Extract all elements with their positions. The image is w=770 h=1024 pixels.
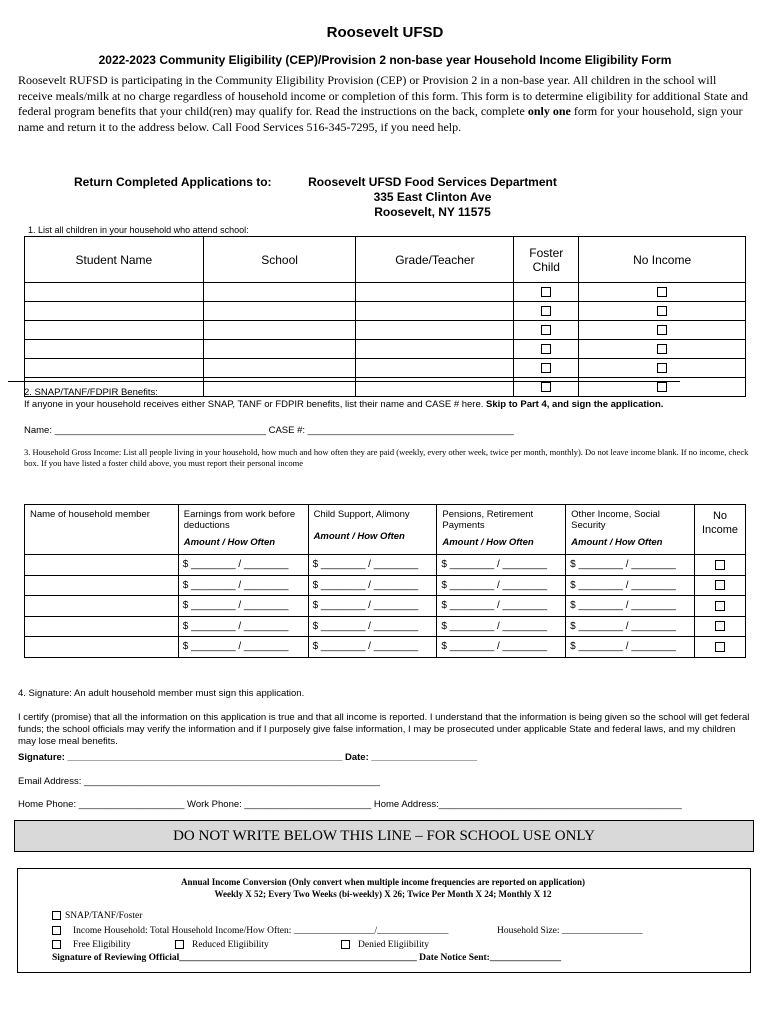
- foster-child-checkbox[interactable]: [541, 306, 551, 316]
- other-income-cell[interactable]: $ ________ / ________: [566, 575, 695, 596]
- signature-date-line[interactable]: Signature: ____________________________________________________ Date: ____________________: [18, 752, 478, 763]
- amount-how-often-label: Amount / How Often: [313, 531, 405, 542]
- child-support-label: Child Support, Alimony: [313, 509, 410, 520]
- child-support-cell[interactable]: $ ________ / ________: [308, 575, 437, 596]
- child-row: [25, 321, 746, 340]
- return-label: Return Completed Applications to:: [74, 175, 272, 189]
- no-income-checkbox[interactable]: [715, 642, 725, 652]
- income-conversion-note: [17, 877, 749, 900]
- member-name-cell[interactable]: [25, 575, 179, 596]
- intro-text-2: form for your household, sign your name and return it to the address below. Call Food Services 516-345-7295, if you need help.: [18, 104, 743, 134]
- foster-child-cell: [514, 340, 579, 359]
- phone-address-line[interactable]: Home Phone: ____________________ Work Phone: ________________________ Home Address:______________________________________________: [18, 799, 682, 810]
- conversion-factors: Weekly X 52; Every Two Weeks (bi-weekly) X 26; Twice Per Month X 24; Monthly X 12: [214, 888, 552, 899]
- child-row: [25, 283, 746, 302]
- other-income-cell[interactable]: $ ________ / ________: [566, 637, 695, 658]
- col-school: School: [203, 237, 356, 283]
- student-name-cell[interactable]: [25, 302, 204, 321]
- snap-name-case-line[interactable]: Name: ________________________________________ CASE #: _______________________________________: [24, 425, 514, 436]
- section-3-instructions: 3. Household Gross Income: List all people living in your household, how much and how often they are paid (weekly, every other week, twice per month, monthly). Do not leave income blank. If no income, check box. If you have listed a foster child above, you must report their personal income: [24, 447, 749, 468]
- col-child-support: [308, 505, 437, 555]
- intro-text-1: Roosevelt RUFSD is participating in the Community Eligibility Provision (CEP) or Provision 2 in a non-base year. All children in the school will receive meals/milk at no charge regardless of household income or completion of this form. This form is to determine eligibility for additional State and federal program benefits that your child(ren) may qualify for. Read the instructions on the back, complete: [18, 73, 749, 118]
- no-income-checkbox[interactable]: [657, 287, 667, 297]
- income-table: [24, 504, 746, 658]
- free-eligibility-label: Free Eligibility: [73, 940, 131, 950]
- no-income-cell: [694, 596, 745, 617]
- free-eligibility-option: [52, 940, 131, 950]
- pensions-cell[interactable]: $ ________ / ________: [437, 575, 566, 596]
- income-household-label[interactable]: Income Household: Total Household Income/How Often: _________________/_______________: [73, 926, 449, 936]
- member-name-cell[interactable]: [25, 555, 179, 576]
- address-line-3: Roosevelt, NY 11575: [374, 205, 491, 219]
- snap-tanf-foster-checkbox[interactable]: [52, 911, 61, 920]
- amount-how-often-label: Amount / How Often: [442, 537, 534, 548]
- school-cell[interactable]: [203, 340, 356, 359]
- section-4-heading: 4. Signature: An adult household member must sign this application.: [18, 688, 305, 699]
- form-title: Roosevelt UFSD: [326, 24, 444, 41]
- no-income-cell: [694, 616, 745, 637]
- form-subtitle: 2022-2023 Community Eligibility (CEP)/Provision 2 non-base year Household Income Eligibility Form: [98, 53, 672, 67]
- amount-how-often-label: Amount / How Often: [571, 537, 663, 548]
- reduced-eligibility-label: Reduced Eligiibility: [192, 940, 269, 950]
- intro-paragraph: [18, 73, 753, 135]
- income-row: [25, 575, 746, 596]
- email-line[interactable]: Email Address: ________________________________________________________: [18, 776, 380, 787]
- income-row: [25, 616, 746, 637]
- child-support-cell[interactable]: $ ________ / ________: [308, 616, 437, 637]
- child-row: [25, 359, 746, 378]
- income-table-header: [25, 505, 746, 555]
- earnings-cell[interactable]: $ ________ / ________: [178, 575, 308, 596]
- reduced-eligibility-checkbox[interactable]: [175, 940, 184, 949]
- foster-child-cell: [514, 302, 579, 321]
- no-income-checkbox[interactable]: [715, 580, 725, 590]
- member-name-cell[interactable]: [25, 637, 179, 658]
- earnings-cell[interactable]: $ ________ / ________: [178, 555, 308, 576]
- foster-child-checkbox[interactable]: [541, 287, 551, 297]
- income-household-option: [52, 926, 448, 936]
- foster-child-cell: [514, 283, 579, 302]
- child-row: [25, 340, 746, 359]
- section-2-heading: 2. SNAP/TANF/FDPIR Benefits:: [24, 387, 158, 398]
- income-household-checkbox[interactable]: [52, 926, 61, 935]
- earnings-label: Earnings from work before deductions: [183, 509, 296, 531]
- school-cell[interactable]: [203, 283, 356, 302]
- student-name-cell[interactable]: [25, 340, 204, 359]
- section-2-text: [24, 399, 663, 411]
- no-income-cell: [579, 321, 746, 340]
- section-2: [24, 387, 663, 411]
- foster-child-cell: [514, 359, 579, 378]
- other-income-cell[interactable]: $ ________ / ________: [566, 616, 695, 637]
- no-income-cell: [579, 283, 746, 302]
- certification-text: I certify (promise) that all the information on this application is true and that all income is reported. I understand that the information is being given so the school will get federal funds; the school officials may verify the information and if I purposely give false information, I may be prosecuted under applicable State and federal laws, and my children may lose meal benefits.: [18, 712, 750, 747]
- grade-teacher-cell[interactable]: [356, 321, 514, 340]
- student-name-cell[interactable]: [25, 359, 204, 378]
- no-income-checkbox[interactable]: [657, 325, 667, 335]
- intro-emphasis: only one: [527, 104, 571, 118]
- no-income-cell: [694, 555, 745, 576]
- snap-tanf-foster-option: [52, 911, 142, 921]
- reduced-eligibility-option: [175, 940, 269, 950]
- foster-child-checkbox[interactable]: [541, 363, 551, 373]
- denied-eligibility-option: [341, 940, 429, 950]
- no-income-cell: [579, 302, 746, 321]
- free-eligibility-checkbox[interactable]: [52, 940, 61, 949]
- section-divider: [8, 381, 680, 382]
- denied-eligibility-checkbox[interactable]: [341, 940, 350, 949]
- no-income-cell: [694, 637, 745, 658]
- child-support-cell[interactable]: $ ________ / ________: [308, 555, 437, 576]
- no-income-checkbox[interactable]: [657, 306, 667, 316]
- child-support-cell[interactable]: $ ________ / ________: [308, 637, 437, 658]
- conversion-heading: Annual Income Conversion (Only convert when multiple income frequencies are reported on application): [181, 877, 585, 887]
- children-table-header: [25, 237, 746, 283]
- children-table: [24, 236, 746, 397]
- foster-child-checkbox[interactable]: [541, 325, 551, 335]
- col-household-member: Name of household member: [25, 505, 179, 555]
- section-2-skip-note: Skip to Part 4, and sign the application.: [486, 399, 664, 410]
- earnings-cell[interactable]: $ ________ / ________: [178, 596, 308, 617]
- section-1-label: 1. List all children in your household who attend school:: [28, 225, 249, 235]
- col-other-income: [566, 505, 695, 555]
- no-income-cell: [579, 359, 746, 378]
- student-name-cell[interactable]: [25, 321, 204, 340]
- other-income-label: Other Income, Social Security: [571, 509, 660, 531]
- grade-teacher-cell[interactable]: [356, 340, 514, 359]
- child-support-cell[interactable]: $ ________ / ________: [308, 596, 437, 617]
- earnings-cell[interactable]: $ ________ / ________: [178, 616, 308, 637]
- member-name-cell[interactable]: [25, 596, 179, 617]
- no-income-checkbox[interactable]: [715, 560, 725, 570]
- col-no-income: No Income: [694, 505, 745, 555]
- address-line-2: 335 East Clinton Ave: [373, 190, 492, 204]
- reviewing-official-signature-line[interactable]: Signature of Reviewing Official__________________________________________________ Date Notice Sent:_______________: [52, 953, 562, 963]
- school-cell[interactable]: [203, 321, 356, 340]
- col-grade-teacher: Grade/Teacher: [356, 237, 514, 283]
- student-name-cell[interactable]: [25, 283, 204, 302]
- grade-teacher-cell[interactable]: [356, 283, 514, 302]
- denied-eligibility-label: Denied Eligiibility: [358, 940, 429, 950]
- grade-teacher-cell[interactable]: [356, 359, 514, 378]
- no-income-checkbox[interactable]: [715, 601, 725, 611]
- no-income-cell: [694, 575, 745, 596]
- school-cell[interactable]: [203, 359, 356, 378]
- income-row: [25, 555, 746, 576]
- amount-how-often-label: Amount / How Often: [183, 537, 276, 548]
- earnings-cell[interactable]: $ ________ / ________: [178, 637, 308, 658]
- col-pensions: [437, 505, 566, 555]
- pensions-cell[interactable]: $ ________ / ________: [437, 637, 566, 658]
- pensions-cell[interactable]: $ ________ / ________: [437, 555, 566, 576]
- member-name-cell[interactable]: [25, 616, 179, 637]
- other-income-cell[interactable]: $ ________ / ________: [566, 596, 695, 617]
- household-size-field[interactable]: Household Size: _________________: [497, 926, 643, 936]
- address-line-1: Roosevelt UFSD Food Services Department: [308, 175, 557, 189]
- grade-teacher-cell[interactable]: [356, 302, 514, 321]
- no-income-cell: [579, 340, 746, 359]
- other-income-cell[interactable]: $ ________ / ________: [566, 555, 695, 576]
- pensions-label: Pensions, Retirement Payments: [442, 509, 534, 531]
- income-row: [25, 637, 746, 658]
- no-income-checkbox[interactable]: [715, 621, 725, 631]
- no-income-checkbox[interactable]: [657, 344, 667, 354]
- school-cell[interactable]: [203, 302, 356, 321]
- col-earnings: [178, 505, 308, 555]
- col-foster-child: Foster Child: [514, 237, 579, 283]
- school-use-banner: DO NOT WRITE BELOW THIS LINE – FOR SCHOOL USE ONLY: [14, 820, 754, 852]
- foster-child-checkbox[interactable]: [541, 344, 551, 354]
- return-address: [300, 175, 565, 220]
- col-student-name: Student Name: [25, 237, 204, 283]
- snap-tanf-foster-label: SNAP/TANF/Foster: [65, 911, 143, 921]
- foster-child-cell: [514, 321, 579, 340]
- child-row: [25, 302, 746, 321]
- no-income-checkbox[interactable]: [657, 363, 667, 373]
- income-row: [25, 596, 746, 617]
- pensions-cell[interactable]: $ ________ / ________: [437, 596, 566, 617]
- pensions-cell[interactable]: $ ________ / ________: [437, 616, 566, 637]
- col-no-income: No Income: [579, 237, 746, 283]
- section-2-instructions: If anyone in your household receives either SNAP, TANF or FDPIR benefits, list their name and CASE # here.: [24, 399, 487, 410]
